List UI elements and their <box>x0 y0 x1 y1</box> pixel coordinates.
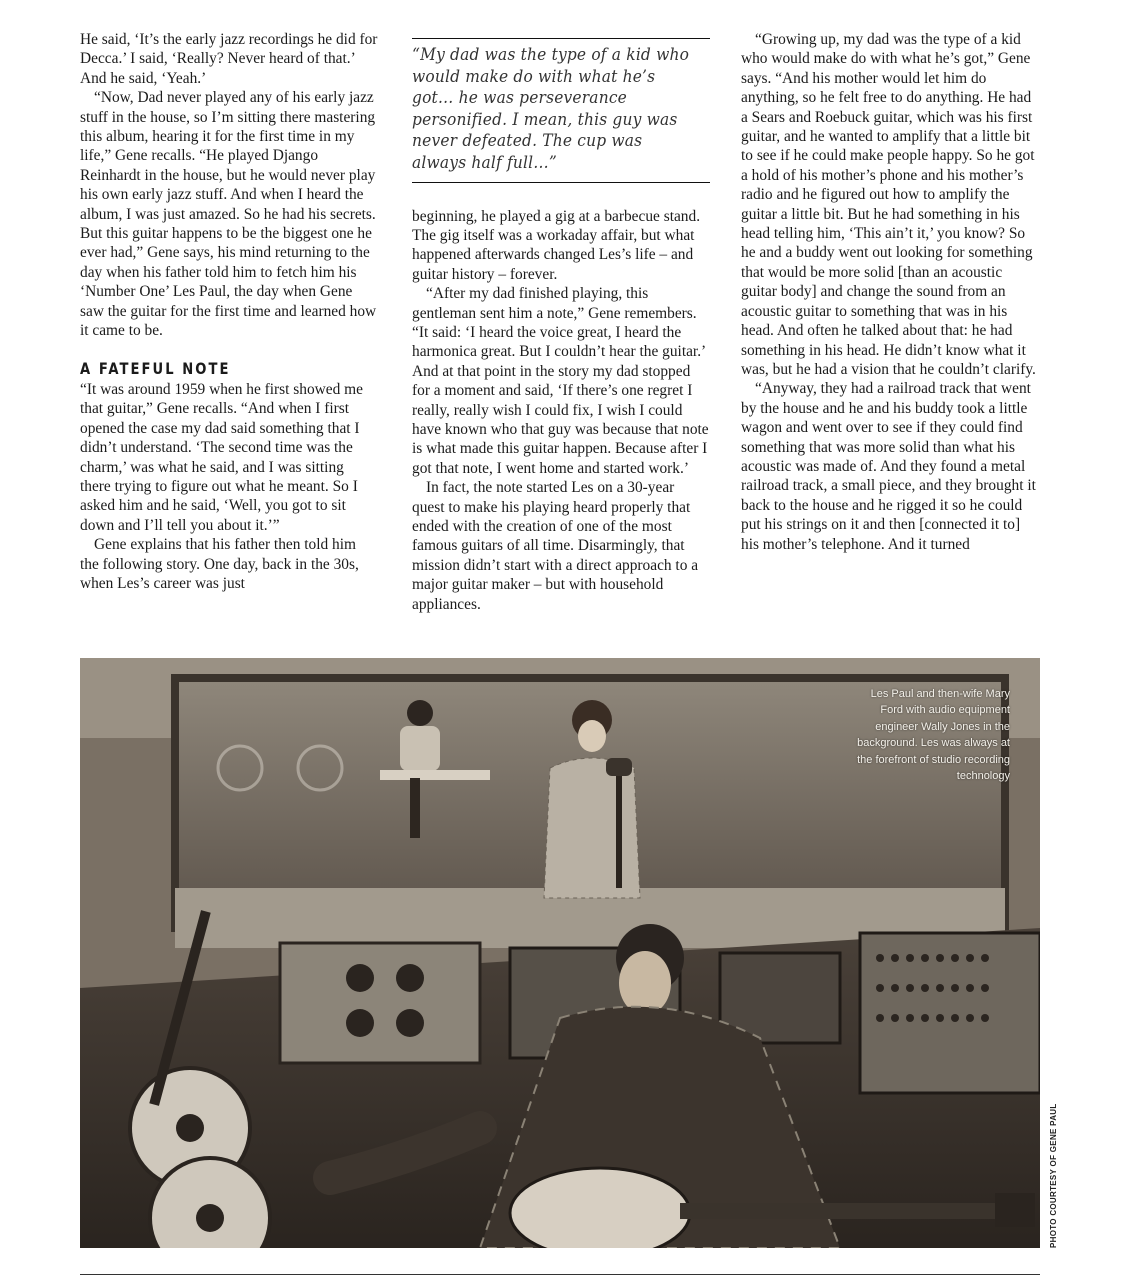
article-column-1 <box>80 30 378 593</box>
bottom-rule <box>80 1274 1040 1275</box>
photo-credit: PHOTO COURTESY OF GENE PAUL <box>1049 1103 1058 1248</box>
article-column-2 <box>412 38 710 614</box>
paragraph: “After my dad finished playing, this gentleman sent him a note,” Gene remembers. “It said: ‘I heard the voice great, I heard the harmonica great. But I couldn’t hear the guitar.’ And at that point in the story my dad stopped for a moment and said, ‘If there’s one regret I really, really wish I could fix, I wish I could have known who that guy was because that note is what made this guitar happen. Because after I got that note, I went home and started work.’ <box>412 285 709 477</box>
paragraph: Gene explains that his father then told him the following story. One day, back in the 30s, when Les’s career was just <box>80 536 359 592</box>
pull-quote <box>412 38 710 183</box>
article-column-3 <box>741 30 1039 554</box>
paragraph: “Anyway, they had a railroad track that went by the house and he and his buddy took a little wagon and went over to see if they could find something that was more solid than what his acoustic was made of. And they found a metal railroad track, a small piece, and they brought it back to the house and he rigged it so he could put his strings on it and then [connected it to] his mother’s telephone. And it turned <box>741 380 1036 553</box>
paragraph: beginning, he played a gig at a barbecue stand. The gig itself was a workaday affair, but what happened afterwards changed Les’s life – and guitar history – forever. <box>412 207 701 283</box>
photo-caption: Les Paul and then-wife Mary Ford with audio equipment engineer Wally Jones in the background. Les was always at the forefront of studio recording technology <box>857 688 1010 783</box>
paragraph: “Growing up, my dad was the type of a kid who would make do with what he’s got,” Gene says. “And his mother would let him do anything, so he felt free to do anything. He had a Sears and Roebuck guitar, which was his first guitar, and he wanted to amplify that a little bit to see if he could make people happy. So he got a hold of his mother’s phone and his mother’s radio and he figured out how to amplify the guitar a little bit. But he had something in his head telling him, ‘This ain’t it,’ you know? So he and a buddy went out looking for something that would be more solid [than an acoustic guitar body] and change the sound from an acoustic guitar to something that was in his head. And often he talked about that: he had something in his head. He didn’t know what it was, but he had a vision that he couldn’t clarify. <box>741 31 1036 378</box>
paragraph: “It was around 1959 when he first showed me that guitar,” Gene recalls. “And when I first opened the case my dad said something that I didn’t understand. ‘The second time was the charm,’ was what he said, and I was sitting there trying to figure out what he meant. So I asked him and he said, ‘Well, you got to sit down and I’ll tell you about it.’” <box>80 380 363 534</box>
paragraph: In fact, the note started Les on a 30-year quest to make his playing heard properly that ended with the creation of one of the most famous guitars of all time. Disarmingly, that mission didn’t start with a direct approach to a major guitar maker – but with household appliances. <box>412 479 699 613</box>
pull-quote-text: “My dad was the type of a kid who would make do with what he’s got… he was perseverance personified. I mean, this guy was never defeated. The cup was always half full…” <box>412 45 690 172</box>
section-heading: A FATEFUL NOTE <box>80 358 231 378</box>
studio-photo <box>80 658 1040 1248</box>
paragraph: He said, ‘It’s the early jazz recordings he did for Decca.’ I said, ‘Really? Never heard of that.’ And he said, ‘Yeah.’ <box>80 31 378 87</box>
paragraph: “Now, Dad never played any of his early jazz stuff in the house, so I’m sitting there mastering this album, hearing it for the first time in my life,” Gene recalls. “He played Django Reinhardt in the house, but he would never play his own early jazz stuff. And when I heard the album, I was just amazed. So he had his secrets. But this guitar happens to be the biggest one he ever had,” Gene says, his mind returning to the day when his father told him to fetch him his ‘Number One’ Les Paul, the day when Gene saw the guitar for the first time and learned how it came to be. <box>80 89 377 340</box>
